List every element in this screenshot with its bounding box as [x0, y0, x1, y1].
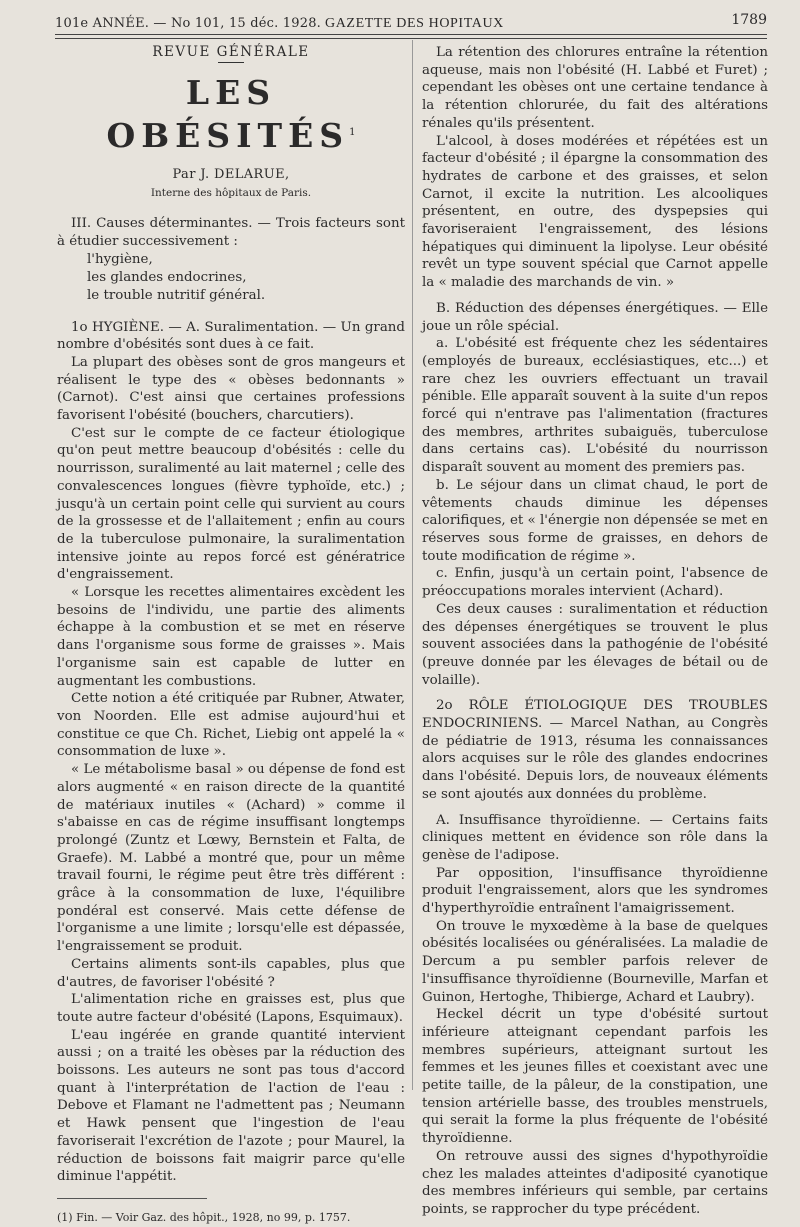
title-rule: [218, 62, 244, 63]
paragraph: Heckel décrit un type d'obésité surtout inférieure atteignant cependant parfois les membres supérieurs, atteignant surtout les femmes et les jeunes filles et coexistant avec une petite taille, de la pâleur, de la constipation, une tension artérielle basse, des troubles menstruels, qui serait la forme la plus fréquente de l'obésité thyroïdienne.: [422, 1007, 768, 1147]
list-item: l'hygiène,: [87, 251, 153, 267]
paragraph: 1o HYGIÈNE. — A. Suralimentation. — Un grand nombre d'obésités sont dues à ce fait.: [57, 319, 405, 353]
paragraph: L'eau ingérée en grande quantité intervient aussi ; on a traité les obèses par la réduction des boissons. Les auteurs ne sont pas tous d'accord quant à l'interprétation de l'action de l'eau : Debove et Flamant ne l'admettent pas ; Neumann et Hawk pensent que l'ingestion de l'eau favoriserait l'excrétion de l'azote ; pour Maurel, la réduction de boissons fait maigrir parce qu'elle diminue l'appétit.: [57, 1027, 405, 1185]
column-divider: [412, 40, 413, 1090]
article-title-text: LES OBÉSITÉS: [106, 72, 350, 155]
list-item: les glandes endocrines,: [87, 269, 247, 285]
paragraph: Cette notion a été critiquée par Rubner, Atwater, von Noorden. Elle est admise aujourd'hui et constitue ce que Ch. Richet, Liebig ont appelé la « consommation de luxe ».: [57, 691, 405, 760]
paragraph: « Lorsque les recettes alimentaires excèdent les besoins de l'individu, une partie des aliments échappe à la combustion et se met en réserve dans l'organisme sous forme de graisses ». Mais l'organisme sain est capable de lutter en augmentant les combustions.: [57, 585, 405, 689]
paragraph: b. Le séjour dans un climat chaud, le port de vêtements chauds diminue les dépenses calorifiques, et « l'énergie non dépensée se met en réserves sous forme de graisses, en dehors de toute modification de régime ».: [422, 477, 768, 564]
paragraph: Par opposition, l'insuffisance thyroïdienne produit l'engraissement, alors que les syndromes d'hyperthyroïdie entraînent l'amaigrissement.: [422, 865, 768, 917]
paragraph: « Le métabolisme basal » ou dépense de fond est alors augmenté « en raison directe de la quantité de matériaux inutiles « (Achard) » comme il s'abaisse en cas de régime insuffisant longtemps prolongé (Zuntz et Lœwy, Bernstein et Falta, de Graefe). M. Labbé a montré que, pour un même travail fourni, le régime peut être très différent : grâce à la consommation de luxe, l'équilibre pondéral est conservé. Mais cette défense de l'organisme a une limite ; lorsqu'elle est dépassée, l'engraissement se produit.: [57, 762, 405, 955]
paragraph: L'alcool, à doses modérées et répétées est un facteur d'obésité ; il épargne la consommation des hydrates de carbone et des graisses, et selon Carnot, il excite la nutrition. Les alcooliques présentent, en outre, des dyspepsies qui favoriseraient l'engraissement, des lésions hépatiques qui diminuent la lipolyse. Leur obésité revêt un type souvent spécial que Carnot appelle la « maladie des marchands de vin. »: [422, 133, 768, 291]
footnote: (1) Fin. — Voir Gaz. des hôpit., 1928, no 99, p. 1757.: [57, 1210, 351, 1224]
left-column: [57, 44, 405, 1227]
list-item: le trouble nutritif général.: [87, 287, 266, 303]
right-column: [422, 44, 768, 1219]
paragraph: La rétention des chlorures entraîne la rétention aqueuse, mais non l'obésité (H. Labbé et Furet) ; cependant les obèses ont une certaine tendance à la rétention chlorurée, du fait des altérations rénales qu'ils présentent.: [422, 45, 768, 131]
issue-info: 101e ANNÉE. — No 101, 15 déc. 1928.: [55, 16, 322, 31]
journal-title: GAZETTE DES HOPITAUX: [325, 16, 504, 31]
header-rule: [55, 34, 767, 39]
paragraph: C'est sur le compte de ce facteur étiologique qu'on peut mettre beaucoup d'obésités : celle du nourrisson, suralimenté au lait maternel ; celle des convalescences longues (fièvre typhoïde, etc.) ; jusqu'à un certain point celle qui survient au cours de la grossesse et de l'allaitement ; enfin au cours de la tuberculose pulmonaire, la suralimentation intensive jointe au repos forcé est génératrice d'engraissement.: [57, 425, 405, 583]
paragraph: a. L'obésité est fréquente chez les sédentaires (employés de bureaux, ecclésiastiques, etc...) et rare chez les ouvriers effectuant un travail pénible. Elle apparaît souvent à la suite d'un repos forcé qui n'entrave pas l'alimentation (fractures des membres, arthrites subaiguës, tuberculose dans certains cas). L'obésité du nourrisson disparaît souvent au moment des premiers pas.: [422, 336, 768, 476]
paragraph: On trouve le myxœdème à la base de quelques obésités localisées ou généralisées. La maladie de Dercum a pu sembler parfois relever de l'insuffisance thyroïdienne (Bourneville, Marfan et Guinon, Hertoghe, Thibierge, Achard et Laubry).: [422, 918, 768, 1005]
paragraph: On retrouve aussi des signes d'hypothyroïdie chez les malades atteintes d'adiposité cyanotique des membres inférieurs qui semble, par certains points, se rapprocher du type précédent.: [422, 1148, 768, 1217]
factor-list: [87, 251, 405, 305]
paragraph: L'alimentation riche en graisses est, plus que toute autre facteur d'obésité (Lapons, Esquimaux).: [57, 992, 405, 1025]
article-title: [57, 73, 405, 156]
author: Par J. DELARUE,: [172, 166, 290, 182]
running-header: [55, 10, 767, 32]
affiliation: Interne des hôpitaux de Paris.: [150, 187, 312, 200]
paragraph: A. Insuffisance thyroïdienne. — Certains faits cliniques mettent en évidence son rôle dans la genèse de l'adipose.: [422, 812, 768, 863]
paragraph: La plupart des obèses sont de gros mangeurs et réalisent le type des « obèses bedonnants » (Carnot). C'est ainsi que certaines professions favorisent l'obésité (bouchers, charcutiers).: [57, 354, 405, 424]
paragraph: Ces deux causes : suralimentation et réduction des dépenses énergétiques se trouvent le plus souvent associées dans la pathogénie de l'obésité (preuve donnée par les élevages de bétail ou de volaille).: [422, 601, 768, 688]
page-number: 1789: [731, 12, 767, 28]
section-title: REVUE GÉNÉRALE: [152, 44, 310, 60]
title-footnote-mark: 1: [349, 126, 356, 138]
paragraph: c. Enfin, jusqu'à un certain point, l'absence de préoccupations morales intervient (Achard).: [422, 566, 768, 600]
paragraph: B. Réduction des dépenses énergétiques. — Elle joue un rôle spécial.: [422, 300, 768, 334]
paragraph: Certains aliments sont-ils capables, plus que d'autres, de favoriser l'obésité ?: [57, 956, 405, 990]
paragraph: 2o RÔLE ÉTIOLOGIQUE DES TROUBLES ENDOCRINIENS. — Marcel Nathan, au Congrès de pédiatrie de 1913, résuma les connaissances alors acquises sur le rôle des glandes endocrines dans l'obésité. Depuis lors, de nouveaux éléments se sont ajoutés aux données du problème.: [422, 698, 768, 802]
intro-paragraph: III. Causes déterminantes. — Trois facteurs sont à étudier successivement :: [57, 216, 405, 249]
footnote-rule: [57, 1198, 207, 1199]
